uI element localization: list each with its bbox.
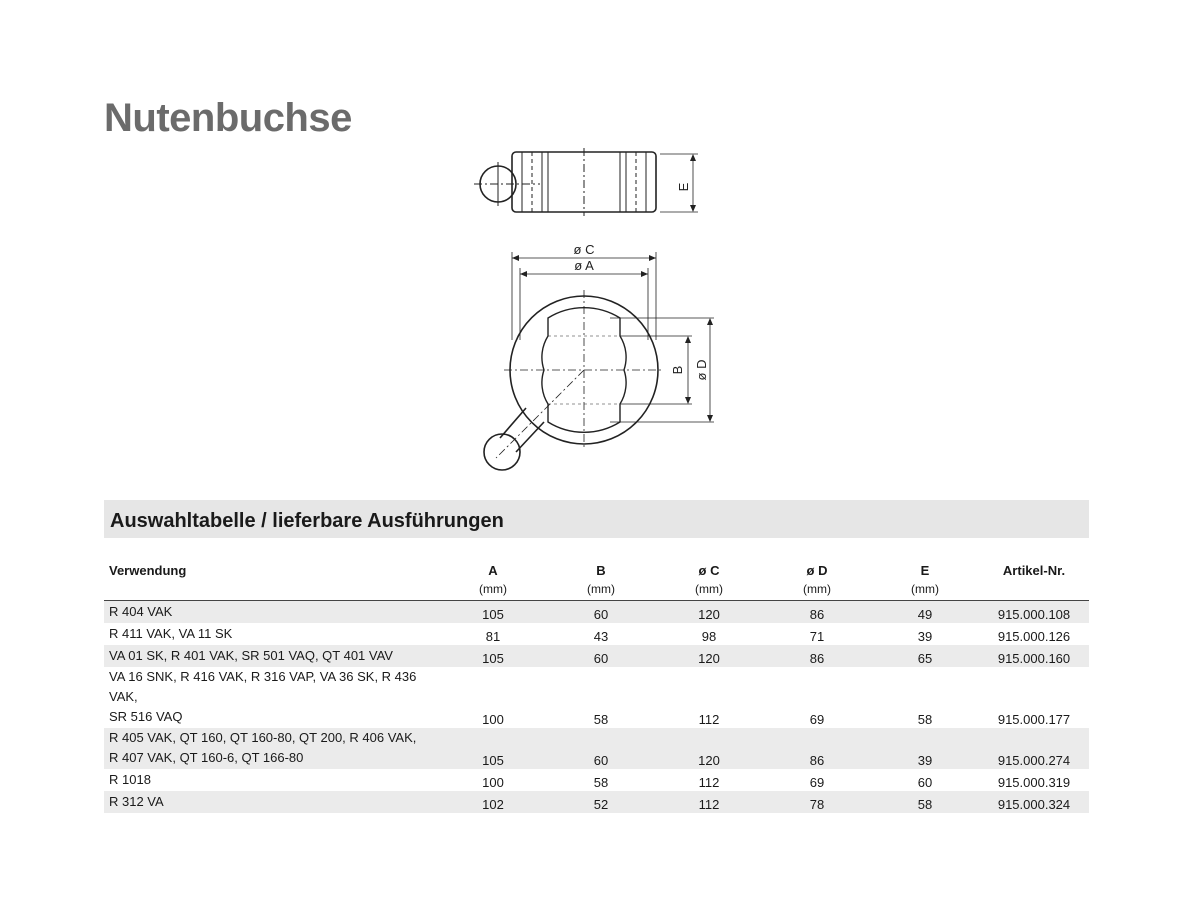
label-a: ø A: [574, 258, 594, 273]
unit-b: (mm): [547, 578, 655, 601]
page-title: Nutenbuchse: [104, 96, 352, 140]
label-e: E: [676, 182, 691, 192]
cell-a: 105: [439, 645, 547, 667]
side-view: [474, 148, 698, 216]
table-header-row: [104, 556, 1089, 578]
unit-c: (mm): [655, 578, 763, 601]
col-header-d: ø D: [806, 563, 828, 578]
table-row: [104, 601, 1089, 624]
col-header-b: B: [596, 563, 606, 578]
cell-d: 69: [763, 769, 871, 791]
cell-use: VA 16 SNK, R 416 VAK, R 316 VAP, VA 36 SK, R 436 VAK, SR 516 VAQ: [104, 667, 439, 728]
selection-table: [104, 556, 1089, 813]
unit-art: [979, 578, 1089, 601]
cell-a: 105: [439, 601, 547, 624]
unit-e: (mm): [871, 578, 979, 601]
cell-b: 60: [547, 645, 655, 667]
cell-b: 43: [547, 623, 655, 645]
cell-b: 52: [547, 791, 655, 813]
cell-e: 60: [871, 769, 979, 791]
cell-use: R 411 VAK, VA 11 SK: [104, 623, 439, 645]
table-row: [104, 769, 1089, 791]
label-b: B: [670, 365, 685, 375]
section-title: Auswahltabelle / lieferbare Ausführungen: [110, 510, 504, 532]
cell-d: 86: [763, 645, 871, 667]
col-header-art: Artikel-Nr.: [1002, 563, 1066, 578]
cell-b: 60: [547, 601, 655, 624]
cell-use: R 1018: [104, 769, 439, 791]
cell-c: 112: [655, 791, 763, 813]
col-header-e: E: [920, 563, 930, 578]
cell-e: 58: [871, 791, 979, 813]
col-header-a: A: [488, 563, 498, 578]
cell-d: 86: [763, 601, 871, 624]
cell-art: 915.000.274: [979, 728, 1089, 769]
cell-use: VA 01 SK, R 401 VAK, SR 501 VAQ, QT 401 VAV: [104, 645, 439, 667]
cell-e: 58: [871, 667, 979, 728]
cell-use: R 312 VA: [104, 791, 439, 813]
top-view: [484, 252, 714, 470]
cell-e: 39: [871, 728, 979, 769]
cell-d: 71: [763, 623, 871, 645]
cell-c: 112: [655, 667, 763, 728]
cell-b: 60: [547, 728, 655, 769]
table-units-row: [104, 578, 1089, 601]
col-header-c: ø C: [698, 563, 720, 578]
cell-d: 86: [763, 728, 871, 769]
cell-a: 105: [439, 728, 547, 769]
cell-c: 98: [655, 623, 763, 645]
cell-c: 120: [655, 728, 763, 769]
cell-a: 102: [439, 791, 547, 813]
table-row: [104, 791, 1089, 813]
cell-use: R 405 VAK, QT 160, QT 160-80, QT 200, R 406 VAK, R 407 VAK, QT 160-6, QT 166-80: [104, 728, 439, 769]
table-row: [104, 645, 1089, 667]
cell-d: 78: [763, 791, 871, 813]
cell-art: 915.000.126: [979, 623, 1089, 645]
cell-a: 81: [439, 623, 547, 645]
table-row: [104, 623, 1089, 645]
cell-d: 69: [763, 667, 871, 728]
cell-a: 100: [439, 769, 547, 791]
technical-drawing-svg: [460, 140, 740, 480]
cell-e: 49: [871, 601, 979, 624]
cell-art: 915.000.319: [979, 769, 1089, 791]
cell-art: 915.000.177: [979, 667, 1089, 728]
cell-a: 100: [439, 667, 547, 728]
table-row: [104, 728, 1089, 769]
cell-e: 39: [871, 623, 979, 645]
table-body: [104, 601, 1089, 814]
unit-a: (mm): [439, 578, 547, 601]
cell-b: 58: [547, 769, 655, 791]
selection-table-header: [104, 500, 1089, 538]
col-header-use: Verwendung: [109, 563, 187, 578]
cell-art: 915.000.324: [979, 791, 1089, 813]
cell-use: R 404 VAK: [104, 601, 439, 624]
cell-art: 915.000.160: [979, 645, 1089, 667]
technical-drawing: [460, 140, 740, 480]
cell-c: 120: [655, 601, 763, 624]
table-row: [104, 667, 1089, 728]
label-c: ø C: [573, 242, 595, 257]
label-d: ø D: [694, 359, 709, 381]
unit-d: (mm): [763, 578, 871, 601]
unit-use: [104, 578, 439, 601]
cell-c: 112: [655, 769, 763, 791]
cell-c: 120: [655, 645, 763, 667]
cell-art: 915.000.108: [979, 601, 1089, 624]
cell-e: 65: [871, 645, 979, 667]
cell-b: 58: [547, 667, 655, 728]
